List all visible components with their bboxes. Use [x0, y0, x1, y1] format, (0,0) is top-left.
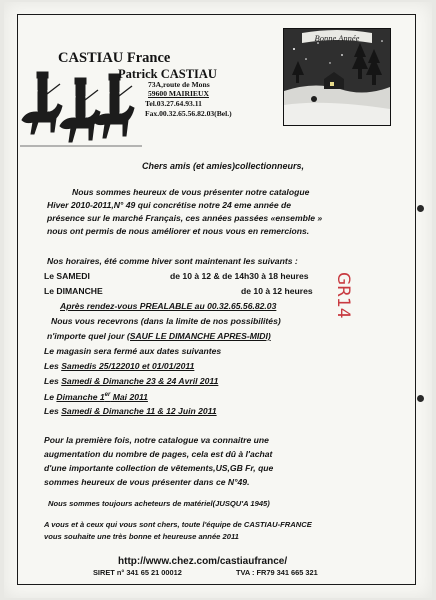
new-year-card	[283, 28, 391, 126]
saturday-label: Le SAMEDI	[44, 271, 90, 281]
welcome-line: Nous vous recevrons (dans la limite de nos possibilités)	[51, 316, 281, 326]
closure-date: Les Samedis 25/122010 et 01/01/2011	[44, 361, 195, 371]
news-line: sommes heureux de vous présenter dans ce N°49.	[44, 477, 250, 487]
winter-scene-illustration	[284, 29, 390, 125]
card-caption: Bonne Année	[314, 33, 360, 43]
intro-line: nous ont permis de nous améliorer et nous vous en remercions.	[47, 226, 310, 236]
saturday-hours: de 10 à 12 & de 14h30 à 18 heures	[170, 271, 309, 281]
binder-hole	[417, 395, 424, 402]
address-street: 73A,route de Mons	[148, 80, 210, 89]
buyers-line: Nous sommes toujours acheteurs de matériel(JUSQU'A 1945)	[48, 499, 270, 508]
telephone: Tel.03.27.64.93.11	[145, 99, 202, 108]
binder-hole	[417, 205, 424, 212]
fax: Fax.00.32.65.56.82.03(Bel.)	[145, 109, 232, 118]
contact-name: Patrick CASTIAU	[118, 67, 217, 81]
closure-date: Le Dimanche 1er Mai 2011	[44, 391, 148, 402]
siret-number: SIRET n° 341 65 21 00012	[93, 568, 182, 577]
intro-line: Nous sommes heureux de vous présenter notre catalogue	[72, 187, 310, 197]
address-city: 59600 MAIRIEUX	[148, 89, 209, 98]
news-line: d'une importante collection de vêtements,US,GB Fr, que	[44, 463, 274, 473]
closure-date: Les Samedi & Dimanche 23 & 24 Avril 2011	[44, 376, 219, 386]
appointment-line: Après rendez-vous PREALABLE au 00.32.65.56.82.03	[60, 301, 277, 311]
greeting: Chers amis (et amies)collectionneurs,	[142, 161, 305, 171]
company-name: CASTIAU France	[58, 50, 171, 66]
wishes-line: A vous et à ceux qui vous sont chers, toute l'équipe de CASTIAU-FRANCE	[44, 520, 312, 529]
intro-line: présence sur le marché Français, ces années passées «ensemble »	[47, 213, 323, 223]
handwritten-annotation: GR14	[333, 272, 353, 319]
closure-date: Les Samedi & Dimanche 11 & 12 Juin 2011	[44, 406, 217, 416]
sunday-label: Le DIMANCHE	[44, 286, 103, 296]
welcome-line: n'importe quel jour (SAUF LE DIMANCHE APRES-MIDI)	[47, 331, 271, 341]
news-line: augmentation du nombre de pages, cela est dû à l'achat	[44, 449, 273, 459]
intro-line: Hiver 2010-2011,N° 49 qui concrétise notre 24 eme année de	[47, 200, 292, 210]
closures-heading: Le magasin sera fermé aux dates suivantes	[44, 346, 222, 356]
news-line: Pour la première fois, notre catalogue va connaitre une	[44, 435, 269, 445]
hours-heading: Nos horaires, été comme hiver sont maintenant les suivants :	[47, 256, 298, 266]
sunday-hours: de 10 à 12 heures	[241, 286, 313, 296]
tva-number: TVA : FR79 341 665 321	[236, 568, 318, 577]
website-link[interactable]: http://www.chez.com/castiaufrance/	[118, 556, 288, 567]
wishes-line: vous souhaite une très bonne et heureuse année 2011	[44, 532, 239, 541]
